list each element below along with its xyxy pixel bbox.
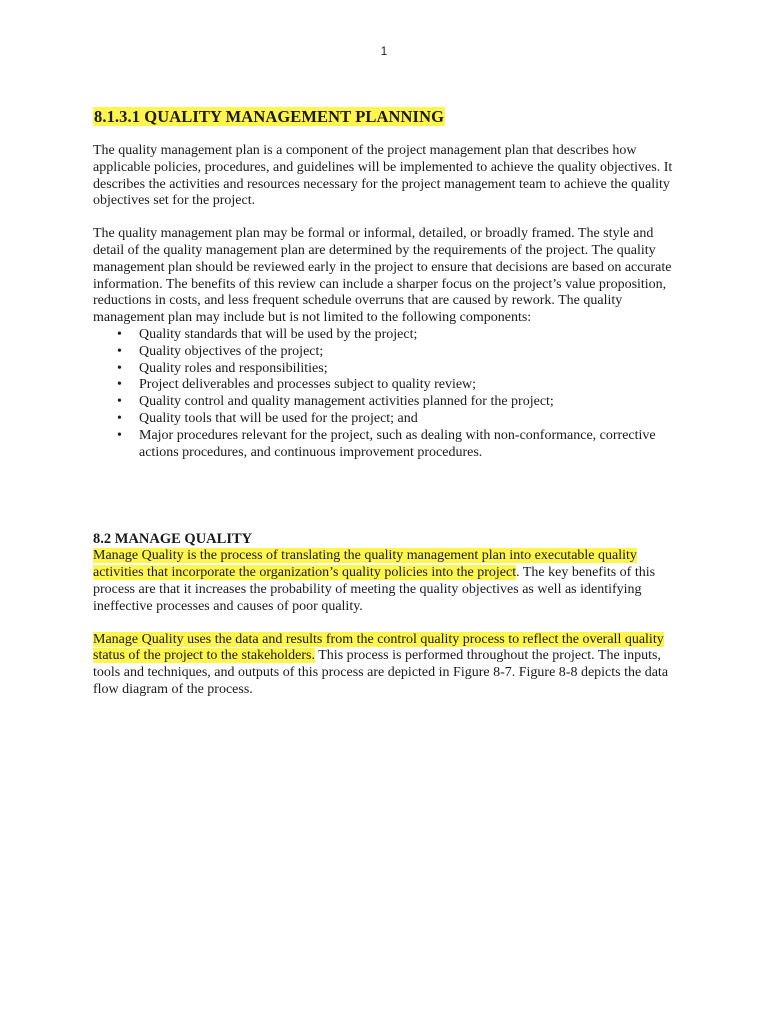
paragraph-text: . The key benefits of this process are that it increases the probability of meeting the quality objectives as well as identifying ineffective processes and causes of poor quality. [93,565,656,614]
list-item: • Project deliverables and processes subject to quality review; [139,377,683,394]
paragraph-manage-quality-data [93,632,683,699]
list-item: • Quality control and quality management activities planned for the project; [139,394,683,411]
page-number: 1 [380,44,388,58]
highlighted-text: Manage Quality is the process of translating the quality management plan into executable quality activities that incorporate the organization’s quality policies into the project [93,548,637,581]
document-body [93,107,683,699]
list-item: • Quality standards that will be used by the project; [139,327,683,344]
paragraph-manage-quality-definition [93,548,683,615]
list-item: • Quality tools that will be used for the project; and [139,411,683,428]
components-list [93,327,683,461]
paragraph-intro: The quality management plan is a component of the project management plan that describes how applicable policies, procedures, and guidelines will be implemented to achieve the quality objectives. It describes the activities and resources necessary for the project management team to achieve the quality objectives set for the project. [93,143,673,209]
section-heading-text: 8.1.3.1 QUALITY MANAGEMENT PLANNING [94,107,445,126]
paragraph-text: This process is performed throughout the project. The inputs, tools and techniques, and outputs of this process are depicted in Figure 8-7. Figure 8-8 depicts the data flow diagram of the process. [93,648,669,697]
paragraph-plan-details: The quality management plan may be formal or informal, detailed, or broadly framed. The style and detail of the quality management plan are determined by the requirements of the project. The quality management plan should be reviewed early in the project to ensure that decisions are based on accurate information. The benefits of this review can include a sharper focus on the project’s value proposition, reductions in costs, and less frequent schedule overruns that are caused by rework. The quality management plan may include but is not limited to the following components: [93,226,672,326]
highlighted-text: Manage Quality uses the data and results from the control quality process to reflect the overall quality status of the project to the stakeholders. [93,631,664,664]
section-heading [93,107,683,127]
list-item: • Quality roles and responsibilities; [139,361,683,378]
subsection-heading: 8.2 MANAGE QUALITY [93,531,253,548]
list-item: • Major procedures relevant for the project, such as dealing with non-conformance, corrective actions procedures, and continuous improvement procedures. [139,428,683,462]
list-item: • Quality objectives of the project; [139,344,683,361]
